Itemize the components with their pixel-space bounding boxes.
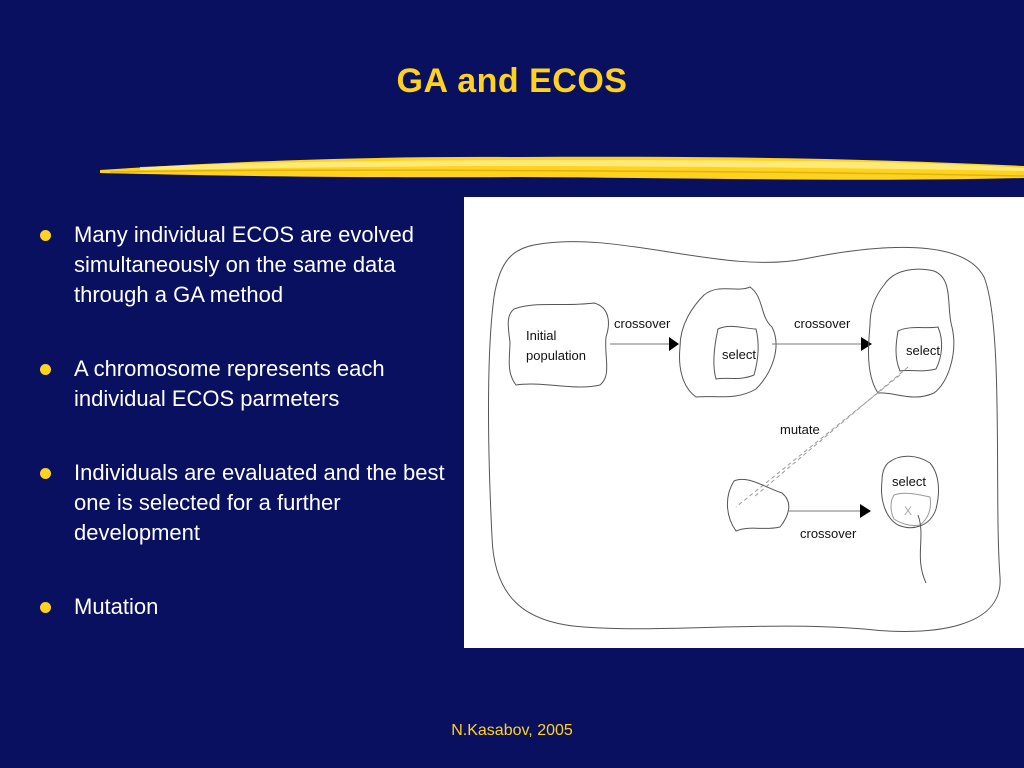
arrowhead-2 [861,337,872,351]
crossover-label-1: crossover [614,316,671,331]
select-label-1: select [722,347,756,362]
title-brush-underline [100,148,1024,190]
arrowhead-3 [860,504,871,518]
bullet-text: Mutation [74,594,159,619]
mutated-blob [727,479,788,531]
population-blob-3 [868,269,953,397]
slide-title: GA and ECOS [396,62,628,100]
initial-label-line2: population [526,348,586,363]
bullet-item [36,220,466,310]
crossover-label-2: crossover [794,316,851,331]
bullet-dot-icon [40,468,51,479]
initial-population-blob [508,303,608,387]
mutate-label: mutate [780,422,820,437]
arrowhead-1 [669,337,679,351]
mutate-dashed-line-1 [754,367,908,497]
bullet-item [36,458,466,548]
bullet-text: Individuals are evaluated and the best one is selected for a further development [74,460,445,545]
population-blob-2 [680,287,776,397]
ga-ecos-diagram [464,197,1024,648]
x-mark: X [904,504,913,518]
select-label-3: select [892,474,926,489]
crossover-label-3: crossover [800,526,857,541]
bullet-text: Many individual ECOS are evolved simultaneously on the same data through a GA method [74,222,414,307]
bullet-dot-icon [40,230,51,241]
bullet-dot-icon [40,364,51,375]
bullet-text: A chromosome represents each individual ECOS parmeters [74,356,385,411]
bullet-item [36,592,466,622]
bullet-dot-icon [40,602,51,613]
select-label-2: select [906,343,940,358]
bullet-list [36,220,466,666]
bullet-item [36,354,466,414]
mutate-dashed-line-2 [736,375,900,507]
outer-boundary [489,242,1001,632]
footer-credit: N.Kasabov, 2005 [451,722,573,739]
initial-label-line1: Initial [526,328,557,343]
